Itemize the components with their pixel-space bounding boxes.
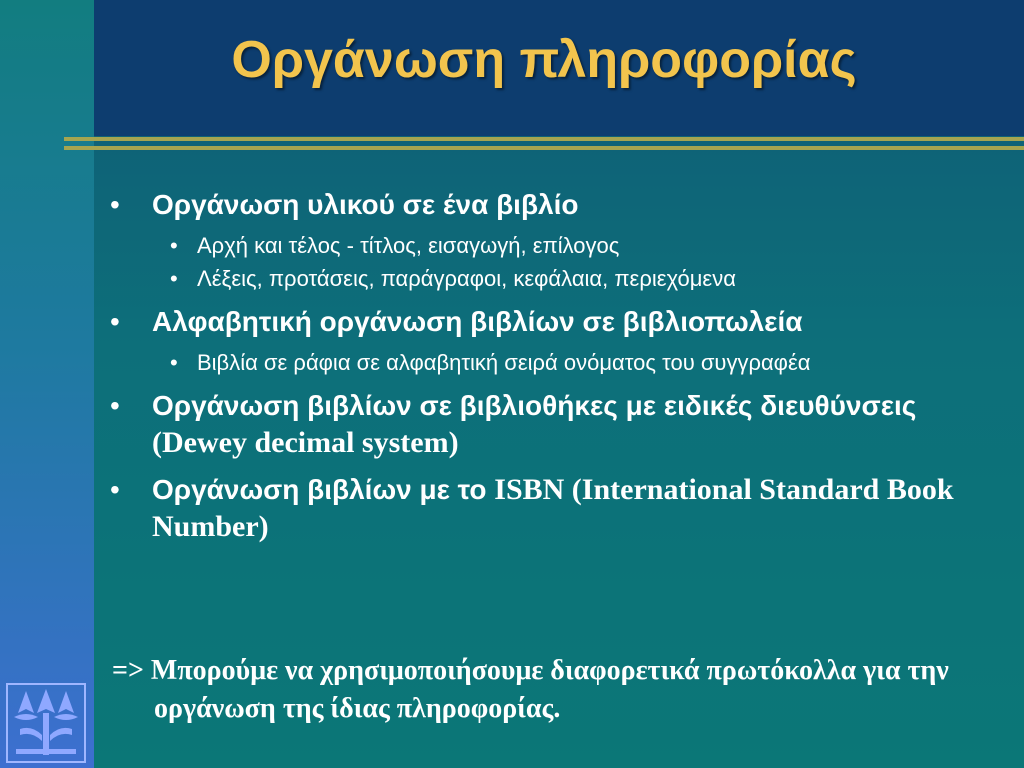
sub-bullet-text: Λέξεις, προτάσεις, παράγραφοι, κεφάλαια, περιεχόμενα — [197, 266, 736, 291]
sub-bullet-item — [152, 346, 1000, 379]
university-tree-logo-icon — [6, 683, 86, 768]
sub-bullet-item — [152, 229, 1000, 262]
bullet-text: Οργάνωση υλικού σε ένα βιβλίο — [152, 189, 579, 220]
sub-bullet-text: Βιβλία σε ράφια σε αλφαβητική σειρά ονόματος του συγγραφέα — [197, 350, 811, 375]
bullet-text: Οργάνωση βιβλίων σε βιβλιοθήκες με ειδικές διευθύνσεις — [152, 390, 917, 421]
left-accent-strip — [0, 0, 94, 768]
title-divider-bottom — [64, 146, 1024, 150]
bullet-item-1 — [110, 186, 1000, 295]
bullet-glyph: • — [110, 189, 120, 220]
bullet-glyph: • — [110, 390, 120, 421]
sub-bullet-item — [152, 262, 1000, 295]
bullet-list — [110, 186, 1000, 555]
bullet-text: Οργάνωση βιβλίων με το — [152, 474, 487, 505]
bullet-glyph: • — [110, 306, 120, 337]
bullet-glyph: • — [110, 474, 120, 505]
title-divider-top — [64, 137, 1024, 141]
bullet-text-suffix: (Dewey decimal system) — [152, 426, 459, 459]
bullet-item-3 — [110, 387, 1000, 461]
sub-list — [152, 229, 1000, 295]
bullet-text: Αλφαβητική οργάνωση βιβλίων σε βιβλιοπωλεία — [152, 306, 803, 337]
slide-title: Οργάνωση πληροφορίας — [231, 31, 857, 89]
sub-bullet-text: Αρχή και τέλος - τίτλος, εισαγωγή, επίλογος — [197, 233, 620, 258]
conclusion-text: => Μπορούμε να χρησιμοποιήσουμε διαφορετικά πρωτόκολλα για την οργάνωση της ίδιας πληροφορίας. — [112, 655, 949, 724]
bullet-text-suffix: ISBN (International Standard Book Number) — [152, 473, 954, 543]
sub-list — [152, 346, 1000, 379]
sub-bullet-glyph: • — [170, 266, 178, 291]
sub-bullet-glyph: • — [170, 233, 178, 258]
bullet-item-2 — [110, 303, 1000, 379]
bullet-item-4 — [110, 471, 1000, 545]
sub-bullet-glyph: • — [170, 350, 178, 375]
